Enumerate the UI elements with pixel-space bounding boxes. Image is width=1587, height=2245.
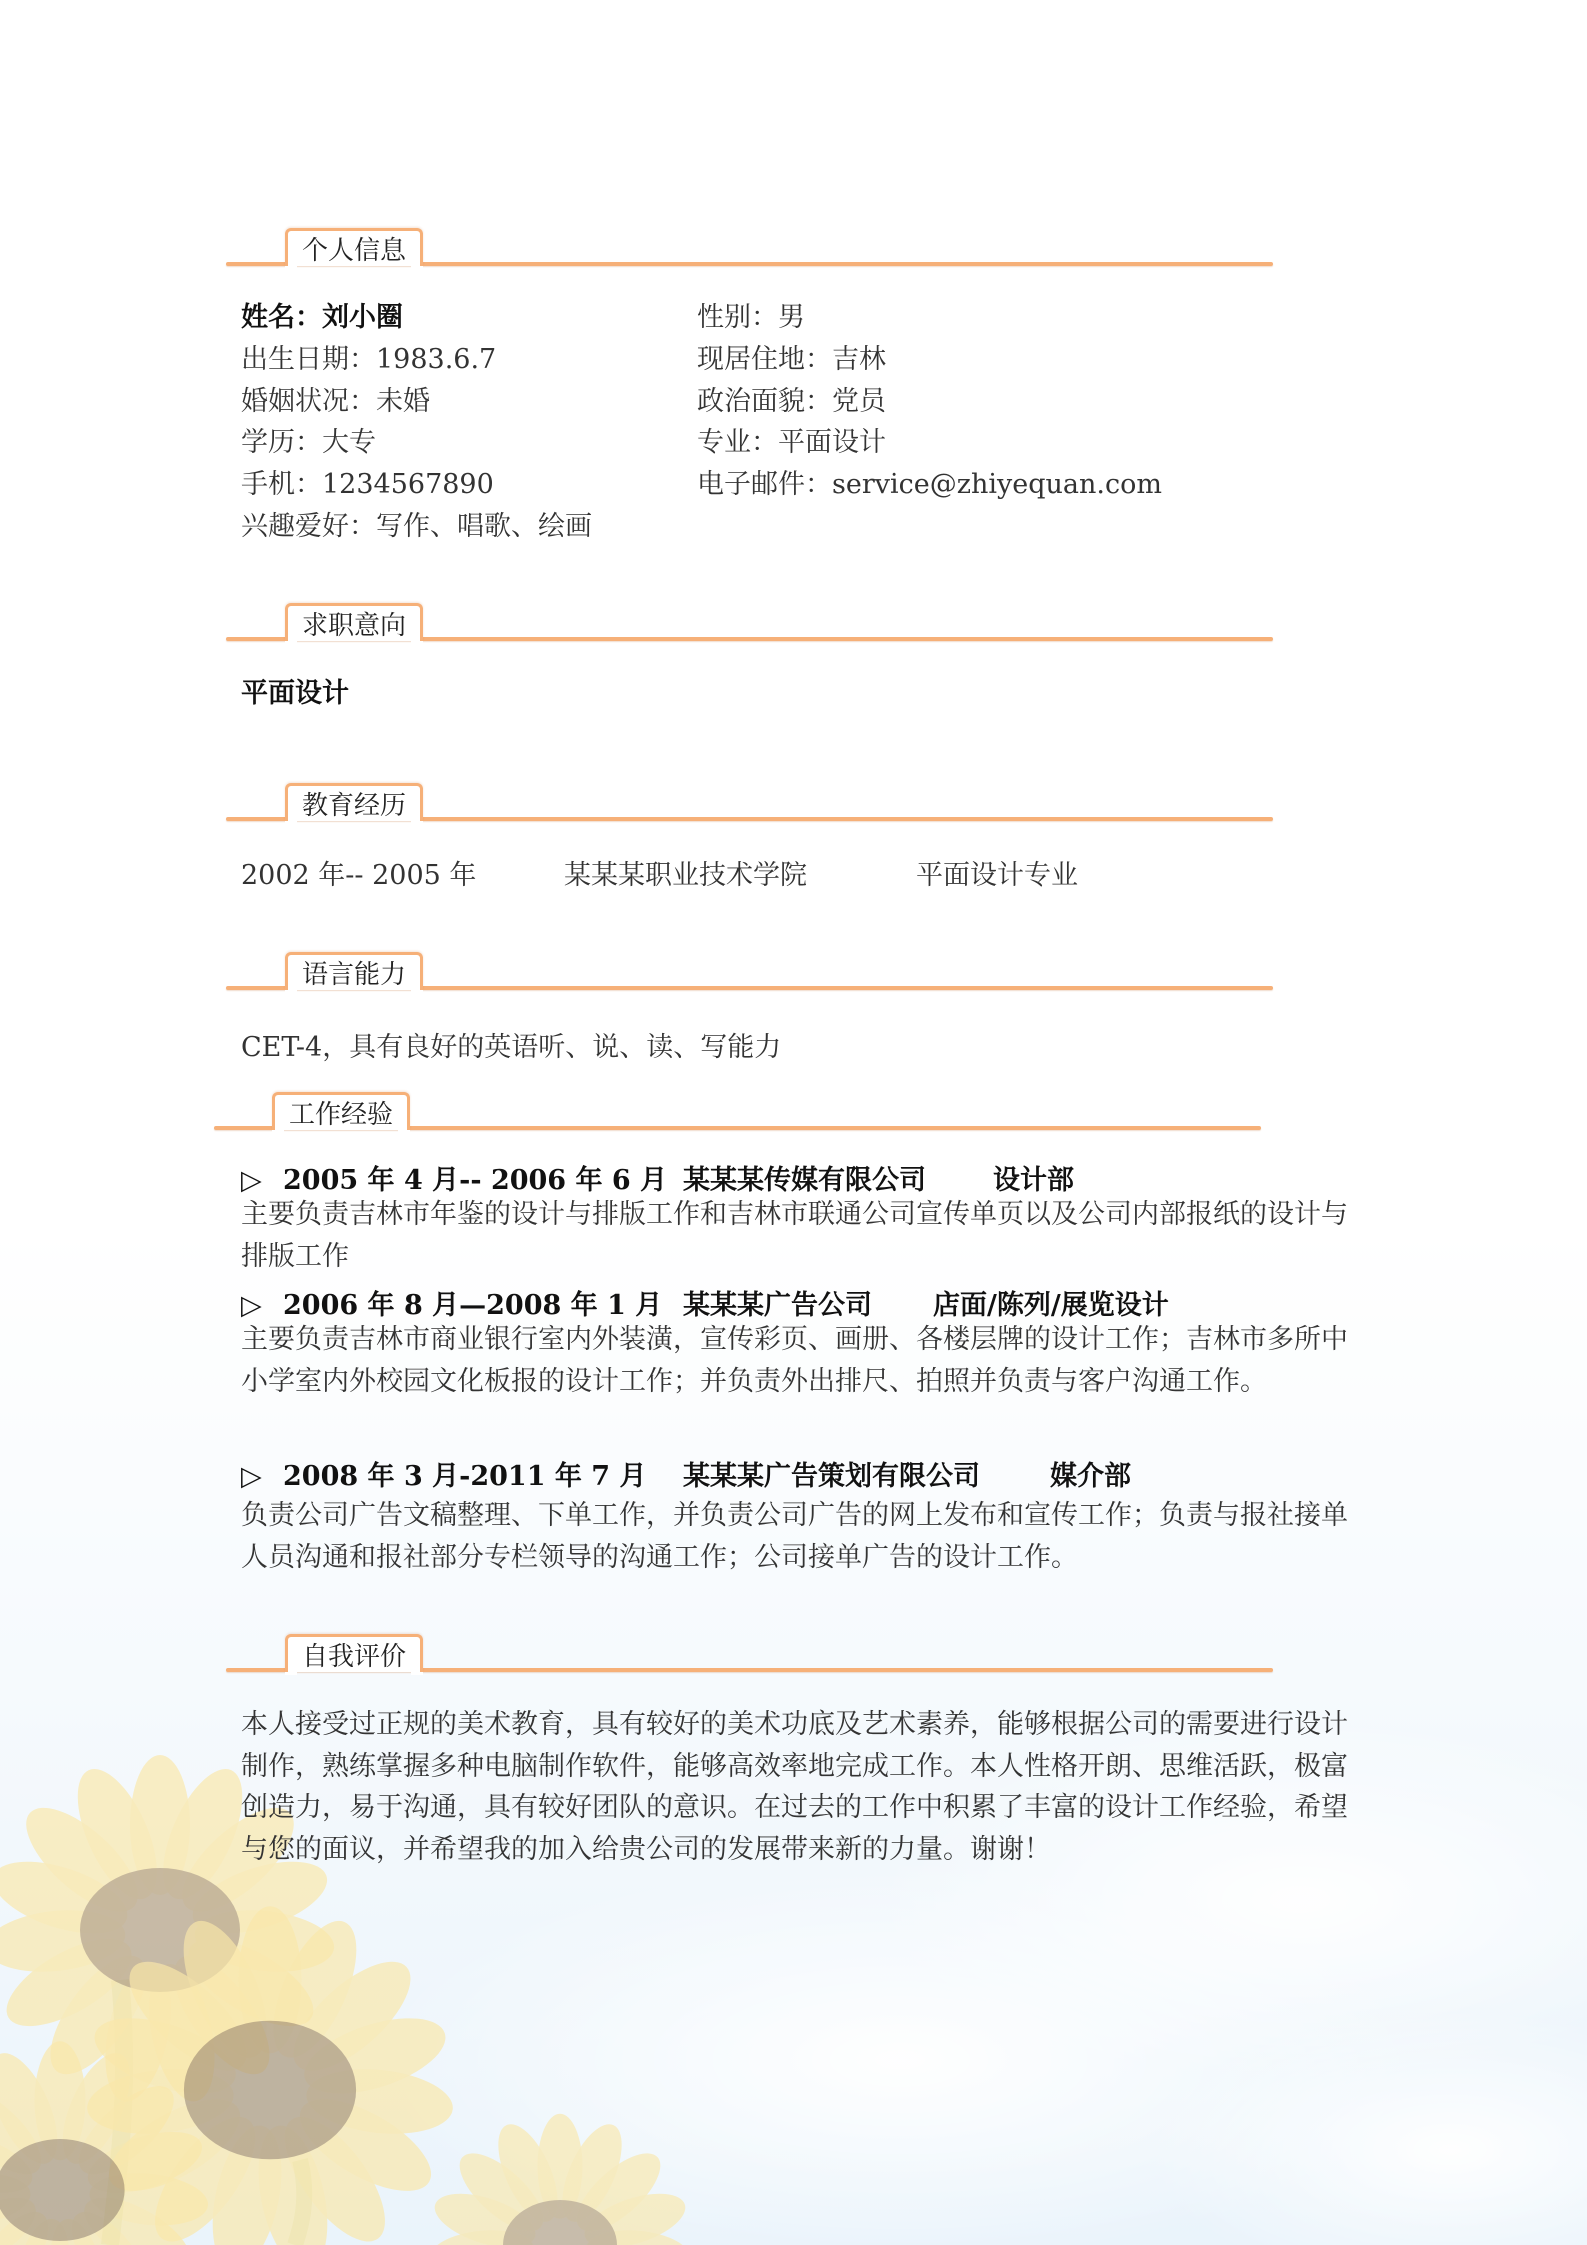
section-header-education — [226, 781, 1273, 821]
self-evaluation-text: 本人接受过正规的美术教育，具有较好的美术功底及艺术素养，能够根据公司的需要进行设计制作，熟练掌握多种电脑制作软件，能够高效率地完成工作。本人性格开朗、思维活跃，极富创造力，易于沟通，具有较好团队的意识。在过去的工作中积累了丰富的设计工作经验，希望与您的面议，并希望我的加入给贵公司的发展带来新的力量。谢谢！ — [241, 1709, 1348, 1865]
personal-gender: 性别：男 — [697, 302, 805, 333]
job-company: 某某某广告策划有限公司 — [683, 1461, 980, 1492]
personal-name: 姓名：刘小圈 — [241, 302, 403, 333]
section-header-self — [226, 1632, 1273, 1672]
section-title-self: 自我评价 — [285, 1634, 423, 1672]
job-dept: 媒介部 — [1050, 1461, 1131, 1492]
job-period: 2008 年 3 月-2011 年 7 月 — [283, 1461, 647, 1492]
section-title-work: 工作经验 — [272, 1092, 410, 1130]
job-company: 某某某传媒有限公司 — [683, 1165, 926, 1196]
section-header-language — [226, 950, 1273, 990]
job-header-2 — [241, 1283, 1169, 1322]
job-period: 2005 年 4 月-- 2006 年 6 月 — [283, 1165, 668, 1196]
language-text: CET-4，具有良好的英语听、说、读、写能力 — [241, 1032, 782, 1063]
section-title-objective: 求职意向 — [285, 603, 423, 641]
personal-political: 政治面貌：党员 — [697, 386, 886, 417]
personal-education: 学历：大专 — [241, 427, 376, 458]
job-header-1 — [241, 1158, 1074, 1197]
job-dept: 设计部 — [993, 1165, 1074, 1196]
job-dept: 店面/陈列/展览设计 — [933, 1290, 1169, 1321]
personal-phone: 手机：1234567890 — [241, 469, 494, 500]
job-description-1: 主要负责吉林市年鉴的设计与排版工作和吉林市联通公司宣传单页以及公司内部报纸的设计与排版工作 — [241, 1199, 1348, 1272]
personal-residence: 现居住地：吉林 — [697, 344, 886, 375]
personal-birth: 出生日期：1983.6.7 — [241, 344, 497, 375]
education-school: 某某某职业技术学院 — [564, 860, 807, 891]
job-header-3 — [241, 1454, 1131, 1493]
section-title-personal: 个人信息 — [285, 228, 423, 266]
section-header-work — [214, 1090, 1261, 1130]
job-period: 2006 年 8 月—2008 年 1 月 — [283, 1290, 663, 1321]
section-title-language: 语言能力 — [285, 952, 423, 990]
personal-marital: 婚姻状况：未婚 — [241, 386, 430, 417]
bullet-triangle-icon: ▷ — [241, 1165, 262, 1196]
education-period: 2002 年-- 2005 年 — [241, 860, 477, 891]
job-description-3: 负责公司广告文稿整理、下单工作，并负责公司广告的网上发布和宣传工作；负责与报社接单人员沟通和报社部分专栏领导的沟通工作；公司接单广告的设计工作。 — [241, 1500, 1348, 1573]
education-major: 平面设计专业 — [916, 860, 1078, 891]
bullet-triangle-icon: ▷ — [241, 1461, 262, 1492]
personal-hobbies: 兴趣爱好：写作、唱歌、绘画 — [241, 511, 592, 542]
job-description-2: 主要负责吉林市商业银行室内外装潢，宣传彩页、画册、各楼层牌的设计工作；吉林市多所中小学室内外校园文化板报的设计工作；并负责外出排尺、拍照并负责与客户沟通工作。 — [241, 1324, 1348, 1397]
section-header-personal — [226, 226, 1273, 266]
personal-email: 电子邮件：service@zhiyequan.com — [697, 469, 1162, 500]
objective-text: 平面设计 — [241, 678, 349, 709]
section-header-objective — [226, 601, 1273, 641]
bullet-triangle-icon: ▷ — [241, 1290, 262, 1321]
personal-major: 专业：平面设计 — [697, 427, 886, 458]
job-company: 某某某广告公司 — [683, 1290, 872, 1321]
section-title-education: 教育经历 — [285, 783, 423, 821]
